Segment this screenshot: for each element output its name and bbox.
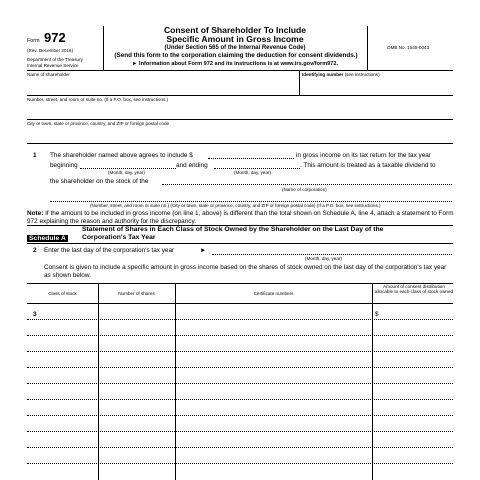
note-label: Note:: [27, 210, 44, 217]
address-field[interactable]: [27, 103, 453, 119]
consent-text: Consent is given to include a specific amount in gross income based on the shares of stock owned on the last day of the corporation's tax year as shown below.: [44, 264, 447, 279]
column-header-shares: Number of shares: [118, 291, 155, 296]
line1-end-date-hint: (Month, day, year): [234, 170, 271, 175]
line1-number: 1: [33, 152, 37, 159]
note-text: If the amount to be included in gross income (on line 1, above) is different than the total shown on Schedule A, line 4, attach a statement to Form 972 explaining the reason and authority for the discrepancy.: [27, 210, 454, 225]
city-bottom-rule: [27, 143, 453, 144]
line3-dollar: $: [375, 311, 379, 318]
line1-end-date-field[interactable]: [214, 168, 300, 169]
line3-certificates-field[interactable]: [177, 305, 370, 319]
line1-amount-field[interactable]: [208, 158, 294, 159]
revision-date: (Rev. December 2016): [27, 48, 74, 53]
shareholder-name-field[interactable]: [27, 78, 299, 95]
note-block: [27, 210, 455, 225]
table-row: [27, 463, 453, 464]
department-line-2: Internal Revenue Service: [27, 63, 79, 68]
table-header-bottom-rule: [27, 303, 453, 304]
form-prefix: Form: [27, 38, 40, 44]
line1-corp-address-field[interactable]: [50, 201, 452, 202]
line2-date-field[interactable]: [212, 254, 452, 255]
line1-and-ending: and ending: [176, 162, 208, 169]
omb-number: OMB No. 1545-0043: [387, 45, 430, 50]
line2-number: 2: [33, 247, 37, 254]
send-instruction: (Send this form to the corporation claiming the deduction for consent dividends.): [114, 52, 358, 59]
schedule-a-title-line-2: Corporation's Tax Year: [82, 234, 156, 241]
line1-text-a: The shareholder named above agrees to include $: [50, 152, 193, 159]
name-row-bottom-rule: [27, 95, 453, 96]
form-label: [27, 29, 66, 47]
line1-corporation-hint: (Name of corporation): [282, 187, 327, 192]
address-label: Number, street, and room or suite no. (If a P.O. box, see instructions.): [27, 97, 169, 102]
schedule-a-title-bottom-rule: [27, 243, 453, 244]
line3-shares-field[interactable]: [100, 305, 173, 319]
line1-beginning: beginning: [50, 162, 78, 169]
shareholder-name-label: Name of shareholder: [27, 72, 70, 77]
address-bottom-rule: [27, 119, 453, 120]
table-row: [27, 383, 453, 384]
line3-amount-field[interactable]: [382, 305, 452, 319]
table-row: [27, 399, 453, 400]
column-header-class: Class of stock: [48, 291, 77, 296]
table-col-divider-1: [98, 283, 99, 480]
city-label: City or town, state or province, country, and ZIP or foreign postal code: [27, 121, 170, 126]
table-row: [27, 447, 453, 448]
header-bottom-rule: [27, 70, 453, 71]
identifying-number-label: [302, 72, 380, 77]
line1-begin-date-hint: (Month, day, year): [108, 170, 145, 175]
form-title-line-2: Specific Amount in Gross Income: [166, 34, 304, 44]
schedule-a-badge: Schedule A: [29, 235, 66, 242]
column-header-amount: Amount of consent distribution allocable to each class of stock owned: [374, 284, 454, 295]
table-row: [27, 415, 453, 416]
header-divider-left: [103, 26, 104, 70]
table-row: [27, 319, 453, 320]
table-row: [27, 367, 453, 368]
line2-arrow: ►: [200, 247, 207, 254]
line2-text: Enter the last day of the corporation's tax year: [44, 247, 175, 254]
form-title-line-1: Consent of Shareholder To Include: [163, 25, 307, 35]
line1-text-b: in gross income on its tax return for the tax year: [296, 152, 431, 159]
schedule-a-title-line-1: Statement of Shares in Each Class of Stock Owned by the Shareholder on the Last Day of the: [82, 226, 384, 233]
line3-number: 3: [33, 311, 37, 318]
form-subtitle: (Under Section 565 of the Internal Revenue Code): [164, 45, 306, 51]
table-row: [27, 351, 453, 352]
table-row: [27, 335, 453, 336]
line1-begin-date-field[interactable]: [80, 168, 176, 169]
line1-text-c: . This amount is treated as a taxable dividend to: [300, 162, 436, 169]
line1-text-d: the shareholder on the stock of the: [50, 178, 149, 185]
city-field[interactable]: [27, 127, 453, 143]
identifying-number-title: Identifying number: [302, 72, 344, 77]
line3-class-field[interactable]: [40, 305, 96, 319]
info-line: ► Information about Form 972 and its instructions is at www.irs.gov/form972.: [131, 61, 339, 67]
identifying-number-note: (see instructions): [344, 72, 380, 77]
table-col-divider-3: [372, 283, 373, 480]
header-divider-right: [367, 26, 368, 70]
line1-corporation-field[interactable]: [162, 184, 452, 185]
line1-address-hint: (Number, street, and room or suite no.) (City or town, state or province, country, and ZIP or foreign postal code) (If a P.O. box, see instructions.): [90, 203, 381, 208]
column-header-certificates: Certificate numbers: [253, 291, 294, 296]
department-line-1: Department of the Treasury: [27, 57, 83, 62]
identifying-number-field[interactable]: [300, 78, 453, 95]
table-row: [27, 431, 453, 432]
line2-date-hint: (Month, day, year): [305, 256, 342, 261]
table-col-divider-2: [175, 283, 176, 480]
form-number: 972: [44, 30, 66, 45]
